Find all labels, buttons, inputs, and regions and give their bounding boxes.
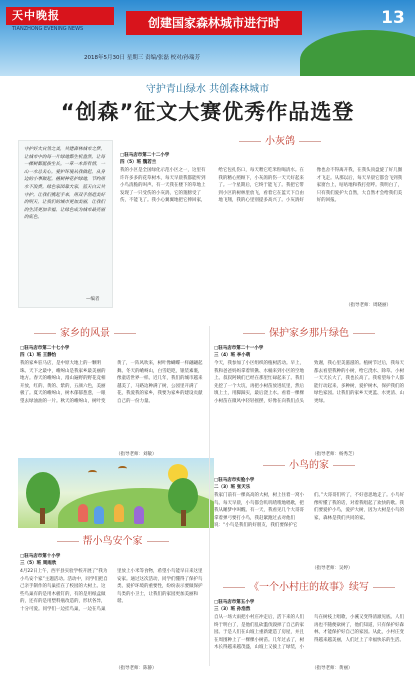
section-title-build-bird-home: 帮小鸟安个家 [20,534,205,550]
child-figure [78,504,88,522]
article-author: 四（1）班 王静怡 [20,353,57,358]
child-figure [134,506,144,524]
page-slogan: 守护青山绿水 共创森林城市 [145,84,270,95]
article-school: □驻马店市第二十一小学 [214,346,264,351]
newspaper-logo: 天中晚报 [6,7,114,25]
article-author: 二（3）班 张天乐 [214,485,251,490]
article-school: □驻马店市第十小学 [20,554,61,559]
page-banner [0,0,415,76]
article-school: □驻马店市实验小学 [214,478,255,483]
page-number: 13 [381,8,405,28]
article-author: 三（5）班 周雨欣 [20,561,57,566]
article-teacher: （指导老师：陈静） [116,666,157,671]
article-author: 三（3）班 孙浩然 [214,607,251,612]
section-title-village-story: 《一个小村庄的故事》续写 [214,580,404,596]
article-teacher: （指导老师：杨秀芝） [312,452,357,457]
article-teacher: （指导老师：吴婷） [312,566,353,571]
newspaper-logo-subtitle: TIANZHONG EVENING NEWS [12,26,84,32]
tree-icon [168,478,198,514]
child-figure [114,504,124,522]
child-figure [94,506,104,524]
column-divider [209,326,210,666]
article-teacher: （指导老师：黄丽） [312,666,353,671]
editor-note-author: —编者 [86,297,100,302]
article-body-birds-home: 我家门前有一棵高高的大树，树上住着一窝小鸟。每天早晨，小鸟都会叽叽喳喳地唱歌，把我从睡梦中叫醒。有一天，我看见几个大哥哥拿着弹弓要打小鸟，我赶紧跑过去对他们说：“小鸟是我们的好朋友，我们要保护它们。”大哥哥们听了，不好意思地走了。小鸟好像听懂了我的话，对着我唱起了欢快的歌。我们要爱护小鸟，爱护大树，因为大树是小鸟的家，森林是我们共同的家。 [214,493,405,528]
article-school: □驻马店市第五小学 [214,600,255,605]
section-title-hometown-scenery: 家乡的风景 [20,326,150,342]
tree-trunk [181,510,186,526]
page-title: “创森”征文大赛优秀作品选登 [60,100,355,124]
article-body-grey-dove: 我的小区是全国绿化示范小区之一，这里有许许多多的花草树木，每天早晨我都能听到小鸟清脆的叫声。有一天我在楼下的草地上发现了一只受伤的小灰鸽，它的翅膀受了伤，不能飞了。我小心翼翼地把它捧回家，给它包扎伤口，每天喂它吃米粒喝清水。在我的精心照顾下，小灰鸽的伤一天天好起来了。一个星期后，它终于能飞了。我把它带到小区的树林里放飞，看着它在蓝天下自由地飞翔，我的心里别提多高兴了。小灰鸽好像也舍不得离开我，在我头顶盘旋了好几圈才飞走。从那以后，每天早晨它都会飞到我家窗台上，咕咕地和我打招呼。我明白了，只有我们爱护大自然，大自然才会给我们美好的回报。 [120,168,403,203]
issue-date-meta: 2018年5月30日 星期三 责编/张磊 校对/孙瑞芳 [84,55,200,61]
article-body-build-bird-home: 4月22日上午，西平县实验学校开展了“我为小鸟安个家”主题活动。活动中，同学们把自己亲手制作的鸟巢挂在了校园的大树上。这些鸟巢有的是用木板钉的，有的是用纸盒做的，还有的是用塑料瓶改造的，形状各异，十分可爱。同学们一边挂鸟巢，一边在鸟巢里放上小米等食物，希望小鸟能早日来这里安家。通过这次活动，同学们懂得了保护鸟类、爱护环境的重要性，纷纷表示要做保护鸟类的小卫士，让我们的家园更加美丽和谐。 [20,569,203,612]
article-body-protect-green: 今天，我参加了小区组织的植树活动。早上，我和爸爸妈妈拿着铁锹、水桶来到小区的空地上。叔叔阿姨们已经在那里忙碌起来了。我们先挖了一个大坑，再把小树苗放进坑里，然后填上土，用脚踩实，最后浇上水。看着一棵棵小树苗在微风中轻轻摇摆，好像在向我们点头致谢，我心里美滋滋的。植树节过后，我每天都去看望我种的小树，给它浇水、除草。小树一天天长大了，我也长高了。我希望每个人都能行动起来，多种树，爱护树木，保护我们的绿色家园。让我们的家乡天更蓝、水更清、山更绿。 [214,361,404,404]
article-body-hometown-scenery: 我的家乡驻马店，是中原大地上的一颗明珠。天下之最中，嵖岈山是我家乡最美丽的地方。春天的嵖岈山，漫山遍野的野花竞相开放，红的、黄的、紫的，五颜六色，美丽极了。夏天的嵖岈山，树木郁郁葱葱，一眼望去绿油油的一片。秋天的嵖岈山，树叶变黄了，一阵风吹来，树叶像蝴蝶一样翩翩起舞。冬天的嵖岈山，白雪皑皑，银装素裹，像童话世界一样。近几年，我们的城市越来越美了，马路边种满了树，公园里开满了花，我爱我的家乡，我要为家乡的建设贡献自己的一份力量。 [20,361,203,404]
section-title-grey-dove: 小灰鸽 [190,134,370,150]
editor-note-text: 守护好大自然之美，共建森林城市之梦。让城市中的每一片绿地都生机盎然，让每一棵树都挺拔生长。一草一木皆有情，一山一水总关心。爱护环境从我做起，从身边的小事做起。植树种花护绿地，节约用水不浪费。绿色家园靠大家，蓝天白云共守护。让我们携起手来，用双手创造美好的明天，让我们的城市更加美丽，让我们的生活更加幸福，让绿色成为城市最亮丽的底色。 [24,147,105,221]
bird-icon [118,466,127,471]
article-teacher: （指导老师：刘敏） [116,452,157,457]
article-teacher: （指导老师：周晓丽） [346,303,391,308]
article-school: □驻马店市第二十七小学 [20,346,70,351]
article-school: □驻马店市第二十二小学 [120,153,170,158]
article-author: 三（4）班 李小萌 [214,353,251,358]
tree-trunk [40,508,45,524]
campaign-banner-title: 创建国家森林城市进行时 [126,11,302,35]
bird-icon [88,470,97,475]
article-author: 四（5）班 魏若兰 [120,160,157,165]
illustration-children-planting [18,458,214,528]
section-title-birds-home: 小鸟的家 [214,458,404,474]
article-body-village-story: 自从一场大雨把小村庄冲走后，活下来的人们终于明白了，是他们乱砍滥伐毁掉了自己的家园。于是人们在山坡上重新建造了房屋，并且在周围种上了一棵棵小树苗。几年过去了，树木长得越来越茂盛，山坡上又披上了绿装，小鸟在树枝上唱歌，小溪又变得清澈见底。人们再也不随便砍树了，他们知道，只有保护好森林，才能保护好自己的家园。从此，小村庄变得越来越美丽，人们过上了幸福快乐的生活。 [214,615,404,650]
section-title-protect-green: 保护家乡那片绿色 [214,326,404,342]
